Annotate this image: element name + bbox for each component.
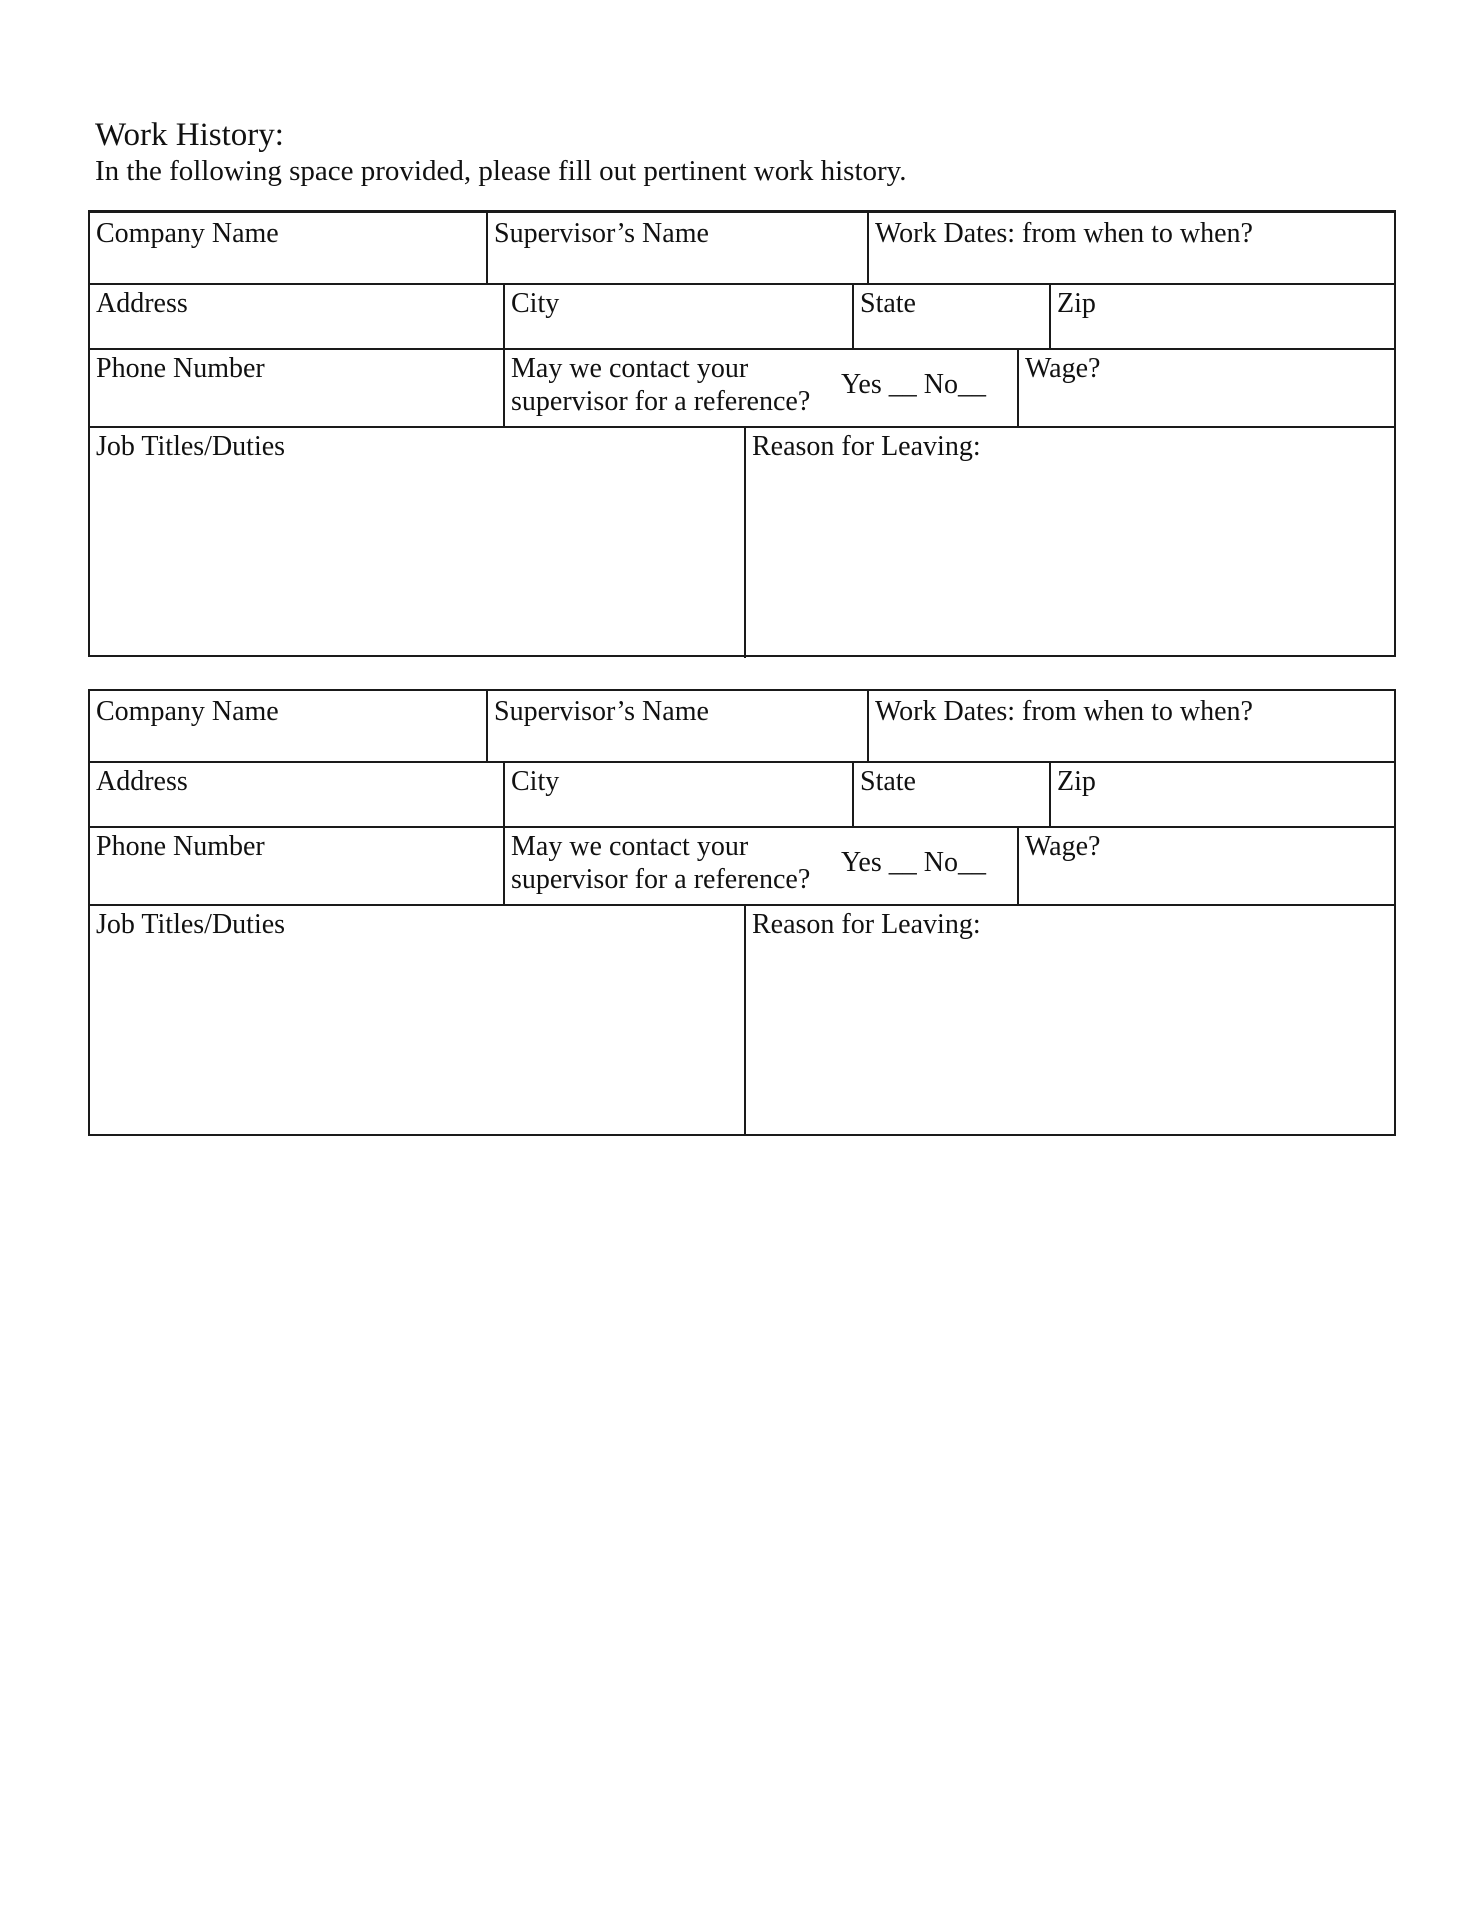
contact-question-line1: May we contact your xyxy=(511,831,749,862)
city-field[interactable]: City xyxy=(511,288,560,319)
column-divider xyxy=(1049,283,1051,348)
zip-field[interactable]: Zip xyxy=(1057,766,1096,797)
column-divider xyxy=(486,213,488,283)
address-field[interactable]: Address xyxy=(96,766,188,797)
zip-field[interactable]: Zip xyxy=(1057,288,1096,319)
job-titles-duties-field[interactable]: Job Titles/Duties xyxy=(96,909,286,940)
row-divider xyxy=(90,761,1394,763)
phone-number-field[interactable]: Phone Number xyxy=(96,353,265,384)
column-divider xyxy=(867,691,869,761)
state-field[interactable]: State xyxy=(860,766,916,797)
wage-field[interactable]: Wage? xyxy=(1025,353,1101,384)
column-divider xyxy=(852,283,854,348)
contact-question-line2: supervisor for a reference? xyxy=(511,386,811,417)
state-field[interactable]: State xyxy=(860,288,916,319)
contact-yes-no[interactable]: Yes __ No__ xyxy=(841,847,986,878)
address-field[interactable]: Address xyxy=(96,288,188,319)
reason-for-leaving-field[interactable]: Reason for Leaving: xyxy=(752,431,981,462)
company-name-field[interactable]: Company Name xyxy=(96,696,279,727)
contact-yes-no[interactable]: Yes __ No__ xyxy=(841,369,986,400)
column-divider xyxy=(867,213,869,283)
row-divider xyxy=(90,348,1394,350)
company-name-field[interactable]: Company Name xyxy=(96,218,279,249)
column-divider xyxy=(503,761,505,826)
supervisor-name-field[interactable]: Supervisor’s Name xyxy=(494,218,709,249)
wage-field[interactable]: Wage? xyxy=(1025,831,1101,862)
phone-number-field[interactable]: Phone Number xyxy=(96,831,265,862)
work-dates-field[interactable]: Work Dates: from when to when? xyxy=(875,696,1253,727)
contact-question-line2: supervisor for a reference? xyxy=(511,864,811,895)
column-divider xyxy=(1049,761,1051,826)
column-divider xyxy=(503,283,505,348)
column-divider xyxy=(744,904,746,1136)
column-divider xyxy=(744,426,746,658)
page-heading: Work History: xyxy=(95,117,284,153)
row-divider xyxy=(90,426,1394,428)
column-divider xyxy=(503,348,505,426)
supervisor-name-field[interactable]: Supervisor’s Name xyxy=(494,696,709,727)
column-divider xyxy=(486,691,488,761)
column-divider xyxy=(1017,826,1019,904)
employer-block-2 xyxy=(88,689,1396,1136)
employer-block-1 xyxy=(88,210,1396,657)
work-dates-field[interactable]: Work Dates: from when to when? xyxy=(875,218,1253,249)
column-divider xyxy=(1017,348,1019,426)
job-titles-duties-field[interactable]: Job Titles/Duties xyxy=(96,431,286,462)
row-divider xyxy=(90,904,1394,906)
column-divider xyxy=(503,826,505,904)
city-field[interactable]: City xyxy=(511,766,560,797)
row-divider xyxy=(90,826,1394,828)
reason-for-leaving-field[interactable]: Reason for Leaving: xyxy=(752,909,981,940)
column-divider xyxy=(852,761,854,826)
row-divider xyxy=(90,283,1394,285)
instructions-text: In the following space provided, please fill out pertinent work history. xyxy=(95,155,907,187)
contact-question-line1: May we contact your xyxy=(511,353,749,384)
